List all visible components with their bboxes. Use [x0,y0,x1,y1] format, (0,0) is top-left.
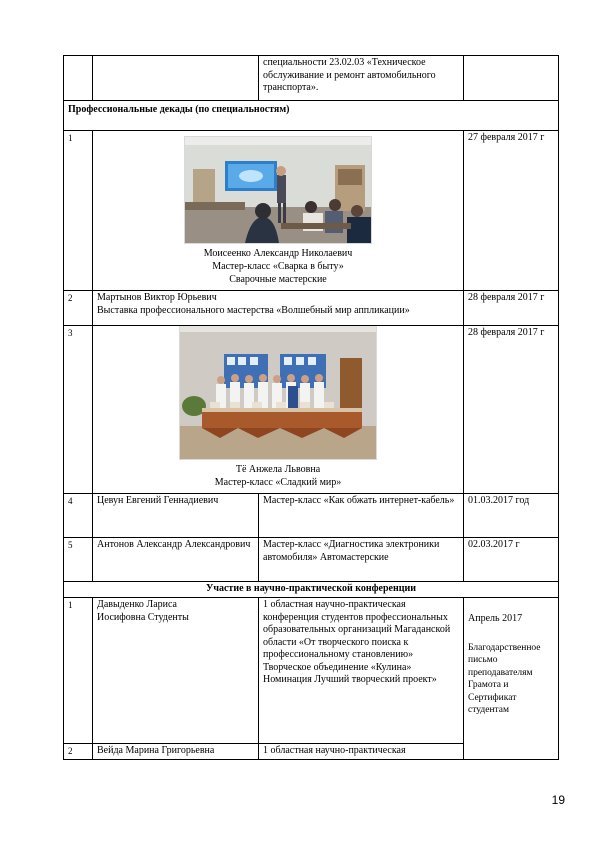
row-number: 2 [64,291,93,326]
table-row [64,326,559,494]
section-title-conference: Участие в научно-практической конференции [64,582,559,598]
caption-event: Мастер-класс «Сладкий мир» [214,477,342,488]
award-text: Благодарственное письмо преподавателям Грамота и Сертификат студентам [468,642,541,715]
date-cell: 28 февраля 2017 г [464,326,559,494]
row-number: 5 [64,538,93,582]
row-number: 4 [64,494,93,538]
result-block [468,613,554,717]
name-cell: Антонов Александр Александрович [93,538,259,582]
row-number: 3 [64,326,93,494]
date-cell: 02.03.2017 г [464,538,559,582]
activity-cell: 1 областная научно-практическая конференция студентов профессиональных образовательных организаций Магаданской области «От творческого поиска к профессиональному становлению» Творческое объединение «Кулина» Номинация Лучший творческий проект» [259,598,464,744]
row-number: 1 [64,598,93,744]
name-cell: Цевун Евгений Геннадиевич [93,494,259,538]
activity-cell: 1 областная научно-практическая [259,744,464,760]
date-cell: 01.03.2017 год [464,494,559,538]
table-row [64,598,559,744]
welding-class-photo [185,137,371,243]
caption-name: Моисеенко Александр Николаевич [203,248,353,259]
table-row [64,56,559,101]
row-number: 2 [64,744,93,760]
photo-caption [97,247,459,286]
event-title: Выставка профессионального мастерства «Волшебный мир аппликации» [97,304,410,316]
exhibition-cell [93,291,464,326]
table-cell [93,56,259,101]
row-number: 1 [64,131,93,291]
date-cell: 28 февраля 2017 г [464,291,559,326]
event-date: Апрель 2017 [468,613,523,624]
table-cell [64,56,93,101]
result-cell [464,598,559,760]
page-number: 19 [551,793,565,807]
date-cell: 27 февраля 2017 г [464,131,559,291]
section-header-row [64,582,559,598]
photo-cell [93,326,464,494]
table-row [64,291,559,326]
name-cell: Давыденко Лариса Иосифовна Студенты [93,598,259,744]
sweet-world-class-photo [180,326,376,459]
name-cell: Вейда Марина Григорьевна [93,744,259,760]
photo-caption [97,463,459,489]
table-row [64,131,559,291]
caption-name: Тё Анжела Львовна [235,464,321,475]
activity-cell: Мастер-класс «Диагностика электроники автомобиля» Автомастерские [259,538,464,582]
report-table [63,55,559,760]
table-row [64,494,559,538]
activity-cell: специальности 23.02.03 «Техническое обслуживание и ремонт автомобильного транспорта». [259,56,464,101]
table-cell [464,56,559,101]
photo-cell [93,131,464,291]
table-row [64,538,559,582]
activity-cell: Мастер-класс «Как обжать интернет-кабель» [259,494,464,538]
caption-event: Мастер-класс «Сварка в быту» [212,261,344,272]
person-name: Мартынов Виктор Юрьевич [97,292,217,303]
section-header-row [64,101,559,131]
section-title-decades: Профессиональные декады (по специальностям) [64,101,559,131]
caption-place: Сварочные мастерские [229,274,327,285]
